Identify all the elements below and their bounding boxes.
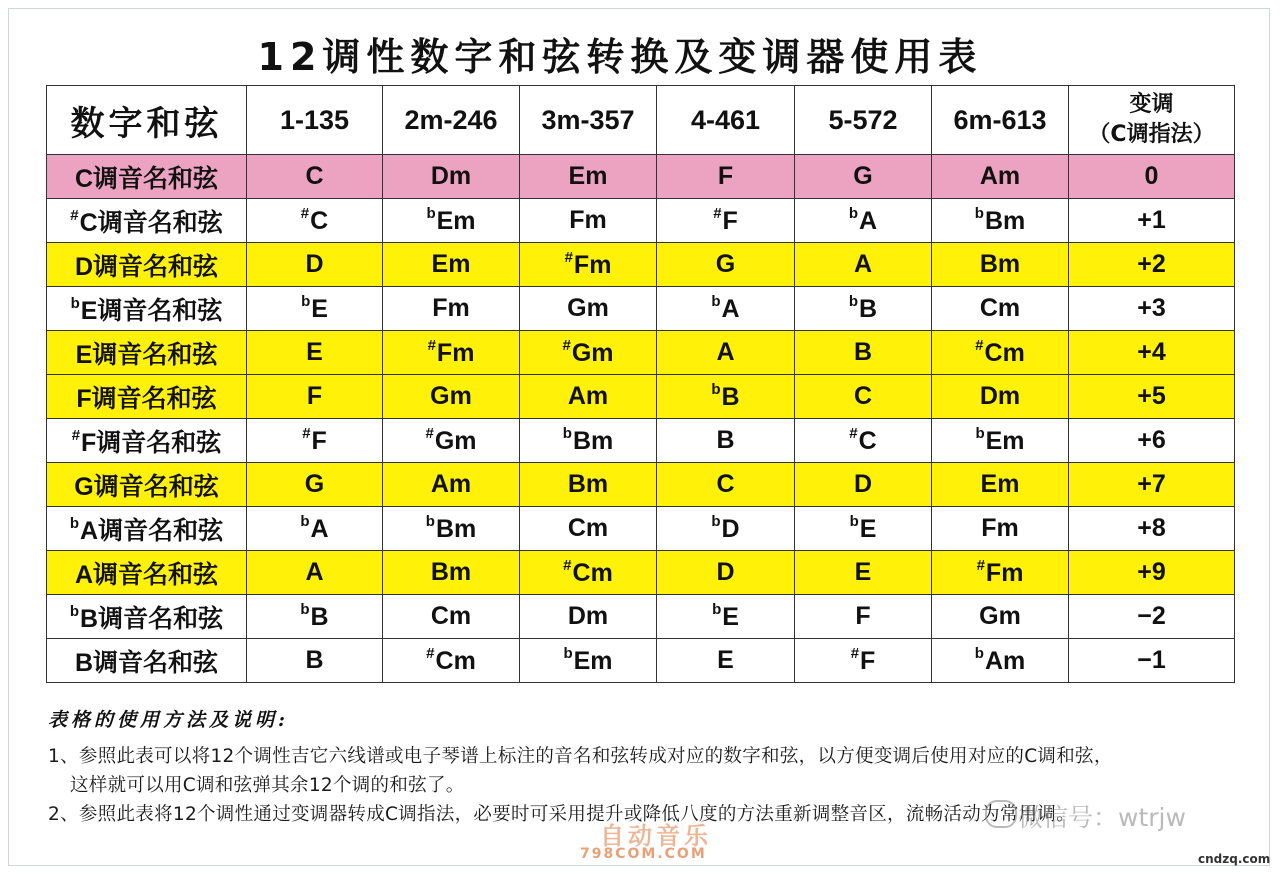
- chord-cell: [383, 595, 520, 639]
- chord-conversion-table: [46, 85, 1235, 683]
- chord-cell: [795, 551, 932, 595]
- site-watermark: 自动音乐: [600, 822, 712, 850]
- chord-cell-text: Em: [568, 162, 608, 190]
- chord-cell-text: C: [305, 162, 324, 190]
- sharp-symbol: #: [300, 205, 310, 222]
- corner-header: 数字和弦: [47, 86, 247, 155]
- chord-cell-text: A: [721, 295, 740, 323]
- table-row: [47, 375, 1235, 419]
- chord-cell: [383, 507, 520, 551]
- flat-symbol: b: [975, 425, 985, 442]
- chord-cell: [657, 463, 795, 507]
- chord-cell: [247, 243, 383, 287]
- chord-cell: [657, 331, 795, 375]
- chord-cell: [795, 419, 932, 463]
- chord-cell: [247, 507, 383, 551]
- chord-cell: [932, 331, 1069, 375]
- chord-cell-text: C: [310, 207, 329, 235]
- chord-cell-text: D: [716, 558, 735, 586]
- site-url-watermark: 798COM.COM: [580, 846, 707, 862]
- chord-cell-text: C: [853, 382, 873, 410]
- chord-cell-text: Em: [436, 207, 476, 235]
- shift-cell: −1: [1069, 639, 1235, 683]
- shift-cell: +7: [1069, 463, 1235, 507]
- chord-cell: [520, 463, 657, 507]
- chord-cell: [520, 155, 657, 199]
- chord-cell-text: Fm: [573, 251, 612, 279]
- chord-cell: [247, 595, 383, 639]
- shift-cell: +3: [1069, 287, 1235, 331]
- chord-cell-text: D: [853, 470, 873, 498]
- chord-cell: [520, 199, 657, 243]
- chord-cell-text: Bm: [572, 427, 614, 455]
- shift-cell: +6: [1069, 419, 1235, 463]
- table-row: [47, 639, 1235, 683]
- chord-cell: [932, 507, 1069, 551]
- flat-symbol: b: [425, 513, 435, 530]
- table-row: [47, 155, 1235, 199]
- chord-cell: [932, 155, 1069, 199]
- chord-cell-text: Em: [980, 470, 1020, 498]
- chord-cell: [520, 331, 657, 375]
- chord-cell: [932, 243, 1069, 287]
- chord-cell: [383, 551, 520, 595]
- chord-cell-text: Dm: [567, 602, 609, 630]
- column-header: 3m-357: [520, 86, 657, 155]
- flat-symbol: b: [848, 205, 859, 222]
- chord-cell: [383, 639, 520, 683]
- key-name-cell-text: G调音名和弦: [74, 472, 219, 501]
- chord-cell-text: Gm: [979, 602, 1021, 630]
- chord-cell: [657, 375, 795, 419]
- note-item-2: 2、参照此表将12个调性通过变调器转成C调指法，必要时可采用提升或降低八度的方法重新调整音区，流畅活动为常用调。: [48, 804, 1076, 825]
- shift-cell: −2: [1069, 595, 1235, 639]
- table-header-row: [47, 86, 1235, 155]
- chord-cell: [383, 287, 520, 331]
- flat-symbol: b: [711, 381, 721, 398]
- chord-cell-text: Dm: [979, 382, 1021, 410]
- chord-cell-text: Em: [573, 647, 613, 675]
- chord-cell: [657, 419, 795, 463]
- column-header: 2m-246: [383, 86, 520, 155]
- flat-symbol: b: [974, 205, 984, 222]
- sharp-symbol: #: [850, 645, 860, 662]
- shift-header-line2: （C调指法）: [1088, 122, 1215, 147]
- chord-cell-text: Cm: [984, 339, 1025, 367]
- chord-cell: [383, 243, 520, 287]
- chord-cell-text: Gm: [430, 382, 472, 410]
- chord-cell: [247, 375, 383, 419]
- key-name-cell: [47, 463, 247, 507]
- chord-cell: [657, 639, 795, 683]
- wechat-watermark: 微信号：wtrjw: [1018, 803, 1186, 832]
- flat-symbol: b: [711, 513, 721, 530]
- flat-symbol: b: [69, 602, 80, 620]
- chord-cell-text: Gm: [434, 427, 477, 455]
- column-header: 1-135: [247, 86, 383, 155]
- chord-cell: [657, 507, 795, 551]
- chord-cell: [520, 375, 657, 419]
- notes-heading: 表格的使用方法及说明:: [48, 709, 290, 731]
- key-name-cell-text: B调音名和弦: [80, 604, 224, 633]
- sharp-symbol: #: [849, 425, 858, 442]
- chord-cell-text: B: [859, 295, 878, 323]
- chord-cell: [795, 199, 932, 243]
- table-row: [47, 507, 1235, 551]
- chord-cell: [932, 287, 1069, 331]
- chord-cell: [383, 331, 520, 375]
- chord-cell: [520, 551, 657, 595]
- table-row: [47, 199, 1235, 243]
- chord-cell: [520, 639, 657, 683]
- chord-cell-text: F: [306, 382, 323, 410]
- chord-cell-text: B: [721, 383, 740, 411]
- chord-cell: [383, 419, 520, 463]
- chord-cell-text: Cm: [572, 559, 613, 587]
- shift-cell: +2: [1069, 243, 1235, 287]
- chord-cell: [795, 243, 932, 287]
- chord-cell: [520, 419, 657, 463]
- chord-cell: [932, 375, 1069, 419]
- table-body: [47, 155, 1235, 683]
- chord-cell: [247, 463, 383, 507]
- chord-cell-text: F: [311, 427, 327, 455]
- chord-cell-text: B: [716, 426, 735, 454]
- chord-cell-text: Am: [567, 382, 609, 410]
- chord-cell-text: Bm: [567, 470, 609, 498]
- sharp-symbol: #: [563, 557, 572, 574]
- chord-cell-text: A: [305, 558, 324, 586]
- flat-symbol: b: [69, 514, 80, 532]
- chord-cell: [657, 595, 795, 639]
- key-name-cell: [47, 595, 247, 639]
- chord-cell: [795, 595, 932, 639]
- chord-cell-text: G: [304, 470, 325, 498]
- chord-cell: [932, 199, 1069, 243]
- chord-cell: [247, 331, 383, 375]
- chord-cell-text: A: [310, 515, 329, 543]
- sharp-symbol: #: [427, 337, 436, 354]
- chord-cell: [383, 155, 520, 199]
- key-name-cell-text: E调音名和弦: [75, 340, 218, 369]
- page-title: 12调性数字和弦转换及变调器使用表: [257, 35, 983, 79]
- column-header: 4-461: [657, 86, 795, 155]
- key-name-cell-text: F调音名和弦: [76, 384, 217, 413]
- chord-cell-text: B: [853, 338, 873, 366]
- chord-cell-text: Cm: [435, 647, 476, 675]
- sharp-symbol: #: [70, 206, 79, 224]
- key-name-cell-text: A调音名和弦: [80, 516, 224, 545]
- chord-cell-text: Dm: [430, 162, 472, 190]
- table-row: [47, 287, 1235, 331]
- chord-cell-text: Gm: [571, 339, 614, 367]
- chord-cell: [247, 551, 383, 595]
- chord-cell-text: Cm: [979, 294, 1021, 322]
- chord-cell-text: E: [859, 515, 877, 543]
- key-name-cell-text: D调音名和弦: [74, 252, 219, 281]
- chord-cell: [383, 375, 520, 419]
- key-name-cell: [47, 199, 247, 243]
- key-name-cell-text: F调音名和弦: [81, 428, 222, 457]
- chord-cell-text: D: [721, 515, 740, 543]
- chord-cell: [657, 287, 795, 331]
- chord-cell-text: Am: [430, 470, 472, 498]
- chord-cell-text: Fm: [432, 294, 470, 322]
- flat-symbol: b: [712, 601, 722, 618]
- flat-symbol: b: [300, 601, 310, 618]
- chord-cell: [932, 639, 1069, 683]
- shift-cell: +1: [1069, 199, 1235, 243]
- sharp-symbol: #: [975, 337, 984, 354]
- column-header: 6m-613: [932, 86, 1069, 155]
- chord-cell-text: Fm: [436, 339, 475, 367]
- chord-cell: [932, 419, 1069, 463]
- chord-cell: [247, 419, 383, 463]
- chord-cell-text: E: [717, 646, 734, 674]
- corner-watermark: cndzq.com: [1198, 852, 1271, 866]
- key-name-cell: [47, 639, 247, 683]
- chord-cell-text: D: [305, 250, 324, 278]
- chord-cell-text: Cm: [430, 602, 472, 630]
- chord-cell-text: F: [717, 162, 734, 190]
- chord-cell: [520, 507, 657, 551]
- chord-cell-text: F: [860, 647, 876, 675]
- sharp-symbol: #: [425, 425, 434, 442]
- flat-symbol: b: [300, 513, 310, 530]
- flat-symbol: b: [562, 425, 572, 442]
- chord-cell-text: C: [858, 427, 877, 455]
- chord-cell-text: Bm: [984, 207, 1026, 235]
- note-item-1-line-1: 1、参照此表可以将12个调性吉它六线谱或电子琴谱上标注的音名和弦转成对应的数字和弦，以方便变调后使用对应的C调和弦，: [48, 746, 1113, 767]
- wechat-icon: [985, 800, 1017, 828]
- chord-cell: [657, 551, 795, 595]
- chord-cell-text: Fm: [981, 514, 1019, 542]
- chord-cell: [383, 199, 520, 243]
- chord-cell: [383, 463, 520, 507]
- sharp-symbol: #: [302, 425, 311, 442]
- key-name-cell: [47, 287, 247, 331]
- sharp-symbol: #: [71, 426, 81, 444]
- shift-cell: 0: [1069, 155, 1235, 199]
- chord-cell: [932, 551, 1069, 595]
- chord-cell: [657, 243, 795, 287]
- chord-cell-text: Em: [431, 250, 471, 278]
- shift-cell: +5: [1069, 375, 1235, 419]
- flat-symbol: b: [848, 293, 859, 310]
- key-name-cell: [47, 243, 247, 287]
- sharp-symbol: #: [426, 645, 435, 662]
- chord-cell-text: G: [853, 162, 873, 190]
- flat-symbol: b: [301, 293, 311, 310]
- chord-cell: [657, 155, 795, 199]
- key-name-cell: [47, 419, 247, 463]
- note-item-1: [48, 742, 1248, 800]
- key-name-cell-text: A调音名和弦: [74, 560, 219, 589]
- chord-cell-text: F: [855, 602, 871, 630]
- flat-symbol: b: [70, 294, 80, 312]
- chord-cell: [795, 375, 932, 419]
- chord-cell: [795, 507, 932, 551]
- chord-cell: [795, 331, 932, 375]
- chord-cell-text: A: [859, 207, 878, 235]
- chord-cell: [795, 155, 932, 199]
- shift-cell: +8: [1069, 507, 1235, 551]
- sharp-symbol: #: [976, 557, 985, 574]
- shift-cell: +9: [1069, 551, 1235, 595]
- table-row: [47, 463, 1235, 507]
- table-row: [47, 551, 1235, 595]
- chord-cell-text: E: [722, 603, 739, 631]
- chord-cell-text: A: [853, 250, 873, 278]
- chord-cell-text: A: [716, 338, 735, 366]
- chord-cell-text: F: [722, 207, 738, 235]
- chord-cell-text: Am: [979, 162, 1021, 190]
- chord-cell-text: G: [715, 250, 736, 278]
- chord-cell-text: Bm: [430, 558, 472, 586]
- table-row: [47, 243, 1235, 287]
- chord-cell-text: B: [305, 646, 324, 674]
- chord-cell: [932, 463, 1069, 507]
- table-row: [47, 595, 1235, 639]
- flat-symbol: b: [711, 293, 721, 310]
- chord-cell-text: Fm: [985, 559, 1024, 587]
- chord-cell-text: Em: [985, 427, 1025, 455]
- chord-cell-text: Gm: [567, 294, 609, 322]
- chord-cell: [520, 595, 657, 639]
- chord-cell: [795, 463, 932, 507]
- key-name-cell-text: B调音名和弦: [74, 648, 219, 677]
- key-name-cell-text: C调音名和弦: [74, 164, 219, 193]
- shift-cell: +4: [1069, 331, 1235, 375]
- chord-cell-text: C: [716, 470, 735, 498]
- chord-cell-text: Am: [984, 647, 1026, 675]
- key-name-cell-text: C调音名和弦: [79, 208, 223, 237]
- chord-cell: [795, 639, 932, 683]
- note-item-1-line-2: 这样就可以用C调和弦弹其余12个调的和弦了。: [70, 775, 465, 796]
- key-name-cell: [47, 331, 247, 375]
- table-row: [47, 419, 1235, 463]
- chord-cell: [247, 155, 383, 199]
- chord-cell-text: E: [854, 558, 872, 586]
- key-name-cell: [47, 375, 247, 419]
- sharp-symbol: #: [564, 249, 573, 266]
- sharp-symbol: #: [562, 337, 571, 354]
- key-name-cell: [47, 551, 247, 595]
- column-header: 5-572: [795, 86, 932, 155]
- chord-cell: [932, 595, 1069, 639]
- sharp-symbol: #: [713, 205, 722, 222]
- chord-cell: [520, 287, 657, 331]
- chord-cell: [247, 639, 383, 683]
- key-name-cell: [47, 155, 247, 199]
- shift-header-line1: 变调: [1129, 92, 1174, 117]
- key-name-cell: [47, 507, 247, 551]
- chord-cell: [520, 243, 657, 287]
- flat-symbol: b: [563, 645, 573, 662]
- shift-column-header: [1069, 86, 1235, 155]
- chord-cell-text: Cm: [567, 514, 609, 542]
- table-row: [47, 331, 1235, 375]
- chord-cell: [657, 199, 795, 243]
- flat-symbol: b: [849, 513, 859, 530]
- chord-cell: [247, 287, 383, 331]
- chord-cell-text: E: [311, 295, 328, 323]
- chord-cell-text: Bm: [979, 250, 1021, 278]
- key-name-cell-text: E调音名和弦: [80, 296, 223, 325]
- chord-cell: [247, 199, 383, 243]
- flat-symbol: b: [974, 645, 984, 662]
- chord-cell-text: E: [306, 338, 323, 366]
- chord-cell: [795, 287, 932, 331]
- chord-cell-text: Bm: [435, 515, 477, 543]
- chord-cell-text: Fm: [569, 206, 607, 234]
- flat-symbol: b: [426, 205, 436, 222]
- chord-cell-text: B: [310, 603, 329, 631]
